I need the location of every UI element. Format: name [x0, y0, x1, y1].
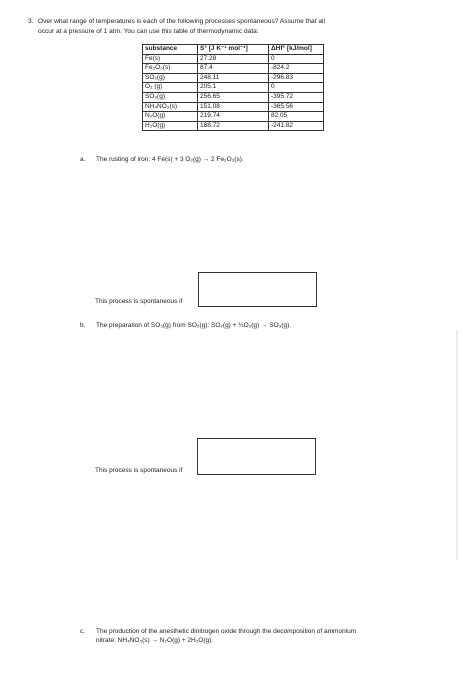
table-row: [143, 73, 324, 83]
scrollbar-track: [456, 330, 458, 560]
cell-enthalpy: -241.82: [269, 121, 324, 131]
cell-entropy: 248.11: [198, 73, 269, 83]
part-c-letter: c.: [80, 628, 86, 635]
cell-enthalpy: 0: [269, 54, 324, 64]
cell-enthalpy: -365.56: [269, 102, 324, 112]
cell-substance: Fe(s): [143, 54, 198, 64]
cell-entropy: 205.1: [198, 83, 269, 93]
part-b-spontaneous-label: This process is spontaneous if: [95, 467, 183, 474]
question-text-line1: Over what range of temperatures is each of the following processes spontaneous? Assume that all: [38, 18, 325, 25]
table-row: [143, 64, 324, 74]
cell-entropy: 151.08: [198, 102, 269, 112]
cell-substance: NH₄NO₃(s): [143, 102, 198, 112]
table-row: [143, 92, 324, 102]
question-header: [28, 17, 433, 37]
cell-entropy: 256.65: [198, 92, 269, 102]
part-a-answer-box[interactable]: [198, 272, 317, 307]
thermodynamic-data-table: [142, 44, 324, 131]
cell-enthalpy: -824.2: [269, 64, 324, 74]
cell-entropy: 87.4: [198, 64, 269, 74]
cell-substance: O₂ (g): [143, 83, 198, 93]
table-header-row: [143, 45, 324, 55]
cell-substance: N₂O(g): [143, 112, 198, 122]
cell-substance: SO₂(g): [143, 73, 198, 83]
cell-enthalpy: -296.83: [269, 73, 324, 83]
table-row: [143, 54, 324, 64]
question-number: 3.: [28, 18, 34, 25]
header-enthalpy: ΔHf° [kJ/mol]: [269, 45, 324, 55]
part-c: [80, 627, 356, 645]
table-row: [143, 83, 324, 93]
header-substance: substance: [143, 45, 198, 55]
cell-entropy: 188.72: [198, 121, 269, 131]
part-a-letter: a.: [80, 156, 86, 163]
cell-substance: SO₃(g): [143, 92, 198, 102]
cell-substance: H₂O(g): [143, 121, 198, 131]
part-b: [80, 321, 291, 330]
part-a-text: The rusting of iron: 4 Fe(s) + 3 O₂(g) → 2 Fe₂O₃(s).: [96, 156, 244, 163]
cell-entropy: 27.28: [198, 54, 269, 64]
part-a-spontaneous-label: This process is spontaneous if: [95, 298, 183, 305]
part-b-answer-box[interactable]: [197, 438, 316, 475]
part-b-letter: b.: [80, 322, 86, 329]
header-entropy: S° [J K⁻¹ mol⁻¹]: [198, 45, 269, 55]
cell-enthalpy: 0: [269, 83, 324, 93]
table-row: [143, 112, 324, 122]
part-c-text-line1: The production of the anesthetic dinitrogen oxide through the decomposition of ammonium: [96, 628, 357, 635]
cell-entropy: 219.74: [198, 112, 269, 122]
part-c-text-line2: nitrate: NH₄NO₃(s) → N₂O(g) + 2H₂O(g).: [96, 637, 214, 644]
table-row: [143, 102, 324, 112]
part-b-text: The preparation of SO₃(g) from SO₂(g): SO₂(g) + ½O₂(g) → SO₃(g).: [96, 322, 292, 329]
question-text-line2: occur at a pressure of 1 atm. You can use this table of thermodynamic data:: [38, 28, 259, 35]
table-row: [143, 121, 324, 131]
part-a: [80, 155, 244, 164]
cell-enthalpy: -395.72: [269, 92, 324, 102]
cell-substance: Fe₂O₃(s): [143, 64, 198, 74]
cell-enthalpy: 82.05: [269, 112, 324, 122]
